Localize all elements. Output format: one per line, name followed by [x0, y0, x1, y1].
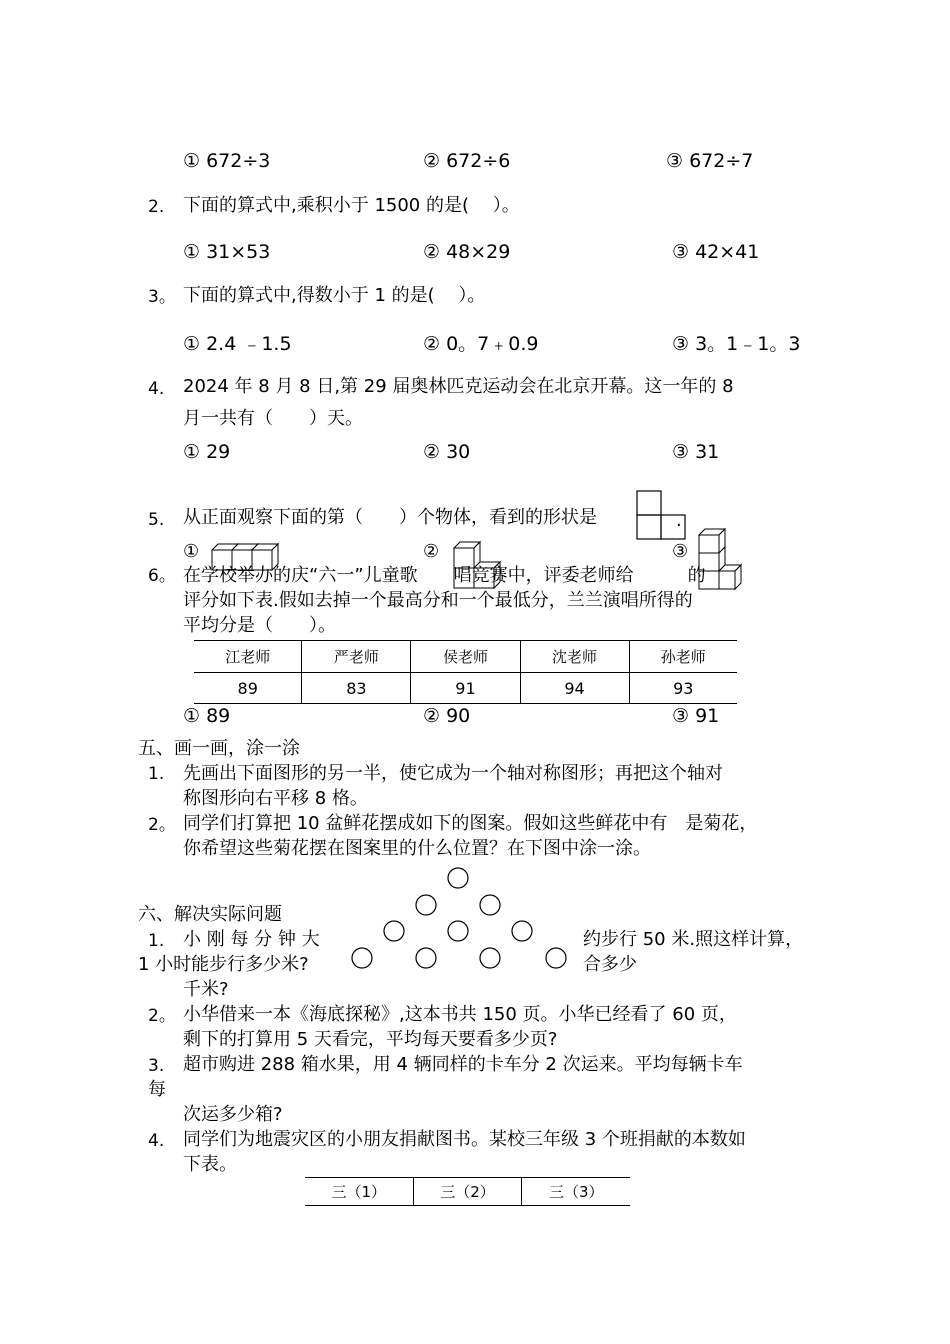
- q3-option-2: ② 0。7﹢0.9: [423, 333, 539, 355]
- s5-item-2-line-2: 你希望这些菊花摆在图案里的什么位置？在下图中涂一涂。: [183, 838, 651, 859]
- table-cell: 89: [237, 678, 258, 698]
- q3-text: 下面的算式中,得数小于 1 的是( ）。: [183, 285, 486, 306]
- q3-number: 3。: [148, 287, 176, 307]
- q5-option-1-label: ①: [183, 541, 200, 562]
- q6-number: 6。: [148, 566, 176, 586]
- q4-option-1: ① 29: [183, 441, 231, 463]
- s6-p3-line-1: 超市购进 288 箱水果，用 4 辆同样的卡车分 2 次运来。平均每辆卡车: [183, 1054, 743, 1075]
- q6-option-3: ③ 91: [672, 705, 720, 727]
- s5-item-2-number: 2。: [148, 815, 176, 835]
- s5-item-1-line-1: 先画出下面图形的另一半，使它成为一个轴对称图形；再把这个轴对: [183, 763, 723, 784]
- q4-option-2: ② 30: [423, 441, 471, 463]
- s6-p2-line-1: 小华借来一本《海底探秘》,这本书共 150 页。小华已经看了 60 页，: [183, 1004, 737, 1025]
- flower-pot: [480, 895, 500, 915]
- q4-option-3: ③ 31: [672, 441, 720, 463]
- s5-item-1-number: 1.: [148, 764, 165, 784]
- q2-option-3: ③ 42×41: [672, 241, 760, 263]
- table-cell: 94: [520, 673, 629, 704]
- q1-option-3: ③ 672÷7: [666, 150, 754, 172]
- table-header-cell: 侯老师: [411, 641, 520, 673]
- table-cell: 91: [411, 673, 520, 704]
- s6-p3-line-2: 次运多少箱?: [183, 1104, 283, 1125]
- s6-p4-number: 4.: [148, 1131, 165, 1151]
- q5-text: 从正面观察下面的第（ ）个物体，看到的形状是: [183, 507, 597, 528]
- table-header-cell: 三（2）: [413, 1178, 522, 1206]
- q3-option-3: ③ 3。1﹣1。3: [672, 333, 801, 355]
- q3-option-1: ① 2.4 ﹣1.5: [183, 333, 292, 355]
- q1-option-2: ② 672÷6: [423, 150, 511, 172]
- q6-line-3: 平均分是（ ）。: [183, 615, 336, 636]
- q4-line-1: 2024 年 8 月 8 日,第 29 届奥林匹克运动会在北京开幕。这一年的 8: [183, 376, 734, 397]
- section-6-title: 六、解决实际问题: [138, 904, 282, 925]
- s6-p2-number: 2。: [148, 1006, 176, 1026]
- q5-number: 5.: [148, 510, 165, 530]
- q2-text: 下面的算式中,乘积小于 1500 的是( ）。: [183, 195, 520, 216]
- s6-p2-line-2: 剩下的打算用 5 天看完，平均每天要看多少页?: [183, 1029, 558, 1050]
- s6-p3-line-1b: 每: [148, 1079, 166, 1100]
- table-header-cell: 三（3）: [522, 1178, 630, 1206]
- flower-pot: [384, 921, 404, 941]
- q5-option-3-label: ③: [672, 541, 689, 562]
- flower-pot: [352, 948, 372, 968]
- flower-pattern: [340, 860, 580, 980]
- table-header-cell: 严老师: [302, 641, 411, 673]
- table-cell: 93: [629, 673, 737, 704]
- table-header-cell: 江老师: [225, 648, 271, 666]
- q6-score-table: [194, 640, 737, 704]
- table-header-cell: 孙老师: [629, 641, 737, 673]
- s6-p1-part-a: 小 刚 每 分 钟 大: [183, 929, 320, 950]
- section-5-title: 五、画一画，涂一涂: [138, 738, 300, 759]
- q5-period: .: [676, 510, 682, 531]
- q2-option-2: ② 48×29: [423, 241, 511, 263]
- q6-line-1: 在学校举办的庆“六一”儿童歌 唱竞赛中，评委老师给 的: [183, 565, 706, 586]
- table-row: [194, 641, 737, 673]
- flower-pot: [448, 921, 468, 941]
- s6-p1-number: 1.: [148, 931, 165, 951]
- flower-pot: [416, 948, 436, 968]
- table-row: [194, 673, 737, 704]
- s5-item-1-line-2: 称图形向右平移 8 格。: [183, 788, 368, 809]
- s6-p1-part-b: 约步行 50 米.照这样计算，: [583, 929, 804, 950]
- q2-number: 2.: [148, 197, 165, 217]
- flower-pot: [480, 948, 500, 968]
- s6-p4-line-2: 下表。: [183, 1154, 237, 1175]
- q6-line-2: 评分如下表.假如去掉一个最高分和一个最低分，兰兰演唱所得的: [183, 590, 693, 611]
- s6-p3-number: 3.: [148, 1056, 165, 1076]
- q5-option-2-label: ②: [423, 541, 440, 562]
- flower-pot: [546, 948, 566, 968]
- q1-option-1: ① 672÷3: [183, 150, 271, 172]
- s6-p4-book-table: [305, 1177, 630, 1206]
- flower-pot: [448, 868, 468, 888]
- table-header-cell: 沈老师: [520, 641, 629, 673]
- table-header-cell: 三（1）: [331, 1183, 387, 1201]
- s6-p1-part-e: 千米?: [183, 979, 229, 1000]
- s6-p1-part-c: 1 小时能步行多少米?: [138, 954, 309, 975]
- q6-option-2: ② 90: [423, 705, 471, 727]
- q2-option-1: ① 31×53: [183, 241, 271, 263]
- s6-p1-part-d: 合多少: [583, 954, 637, 975]
- flower-pot: [416, 895, 436, 915]
- table-row: [305, 1178, 630, 1206]
- q6-option-1: ① 89: [183, 705, 231, 727]
- s5-item-2-line-1: 同学们打算把 10 盆鲜花摆成如下的图案。假如这些鲜花中有 是菊花，: [183, 813, 758, 834]
- q4-number: 4.: [148, 379, 165, 399]
- flower-pot: [512, 921, 532, 941]
- q4-line-2: 月一共有（ ）天。: [183, 408, 363, 429]
- s6-p4-line-1: 同学们为地震灾区的小朋友捐献图书。某校三年级 3 个班捐献的本数如: [183, 1129, 746, 1150]
- table-cell: 83: [302, 673, 411, 704]
